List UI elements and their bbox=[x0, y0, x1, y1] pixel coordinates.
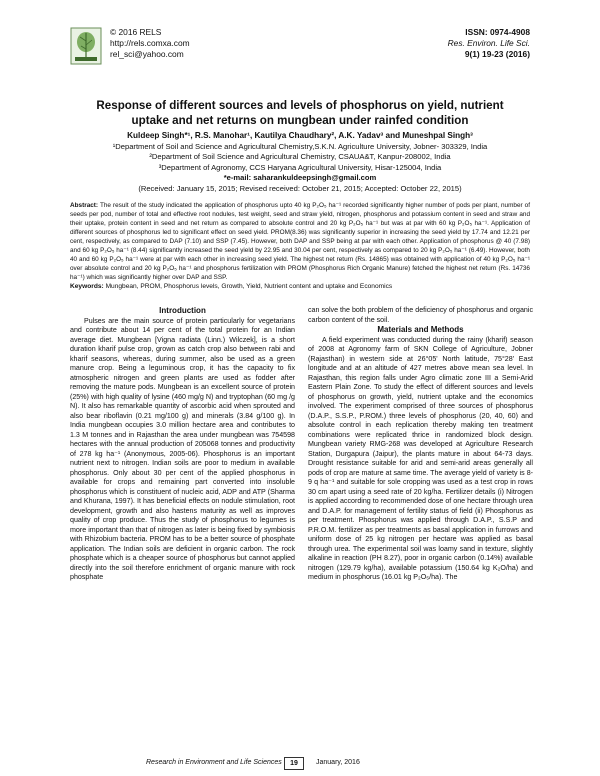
methods-heading: Materials and Methods bbox=[377, 325, 464, 334]
keywords-label: Keywords: bbox=[70, 283, 104, 290]
keywords-text: Mungbean, PROM, Phosphorus levels, Growth, Yield, Nutrient content and uptake and Economics bbox=[105, 283, 393, 290]
author-block bbox=[70, 131, 530, 195]
page-number: 19 bbox=[284, 757, 304, 770]
author-names: Kuldeep Singh*¹, R.S. Manohar¹, Kautilya Chaudhary², A.K. Yadav³ and Muneshpal Singh³ bbox=[127, 131, 473, 140]
intro-paragraph: Pulses are the main source of protein particularly for vegetarians and contribute about 14 per cent of the total protein for an Indian average diet. Mungbean [Vigna radiata (Linn.) Wilczek], is a short duration kharif pulse crop, grown as catch crop also between rabi and kharif seasons, whereas, during summer, also be used as a green manure crop. Being a leguminous crop, it has the capacity to fix atmospheric nitrogen and green plants are used as fodder after removing the mature pods. Mungbean is an excellent source of protein (25%) with high quality of lysine (460 mg/g N) and tryptophan (60 mg /g N). It also has remarkable quantity of ascorbic acid when sprouted and also bear riboflavin (0.21 mg/100 g) and minerals (3.84 g/100 g). In India mungbean occupies 3.0 million hectare area and contributes to 1.3 M tonnes and in Rajasthan the area under mungbean was 754598 hectares with the annual production of 205068 tonnes and productivity of 278 kg ha⁻¹ (Anonymous, 2005-06). Phosphorus is an important nutrient next to nitrogen. Indian soils are poor to medium in available phosphorus. Only about 30 per cent of the applied phosphorus in available for crops and remaining part converted into insoluble phosphorus which is constituent of nucleic acid, ADP and ATP (Sharma and Khurana, 1997). It has beneficial effects on nodule stimulation, root development, growth and also hastens maturity as well as improves quality of crop produce. Thus the study of phosphorus to legumes is more important than that of nitrogen as later is being fixed by symbiosis with Rhizobium bacteria. PROM has to be a better source of phosphate application. The Indian soils are deficient in organic carbon. The rock phosphate which is a cheaper source of phosphorus but cannot applied directly into the soil therefore enrichment of organic manure with rock phosphate bbox=[70, 316, 295, 581]
header-left bbox=[110, 27, 190, 60]
methods-paragraph: A field experiment was conducted during the rainy (kharif) season of 2008 at Agronomy farm of SKN College of Agriculture, Jobner (Rajasthan) in western side at 26°05' North latitude, 75°28' East longitude and at an altitude of 427 metres above mean sea level. In Rajasthan, this region falls under Agro climatic zone III a Semi-Arid Eastern Plain Zone. To study the effect of different sources and levels of phosphorus on growth, yield, nutrient uptake and the economics involved. The experiment comprised of three sources of phosphorus (D.A.P., S.S.P., P.ROM.) three levels of phosphorus (20, 40, 60) and absolute control in each replication thereby making ten treatment combinations were replicated thrice in randomized block design. Mungbean variety RMG-268 was developed at Agriculture Research Station, Durgapura (Jaipur), the plants mature in about 64-73 days. Drought resistance suitable for arid and semi-arid areas generally all pods of crop are mature at same time. The average yield of variety is 8-9 q ha⁻¹ and suitable for sole cropping was used as a test crop in rows 30 cm apart using a seed rate of 20 kg/ha. Fertilizer details (i) Nitrogen is applied according to recommended dose of one hectare through urea and D.A.P. for management of fertility status of field (ii) Phosphorus as per treatment. Phosphorus was applied through D.A.P., S.S.P and P.R.O.M. fertilizer as per treatments as basal application in furrows and uniform dose of 25 kg nitrogen per hectare was applied as basal through urea. The experimental soil was loamy sand in texture, slightly alkaline in reaction (PH 8.27), poor in organic carbon (0.14%) available nitrogen (129.79 kg/ha), available potassium (150.64 kg K₂O/ha) and medium in phosphorus (16.01 kg P₂O₅/ha). The bbox=[308, 335, 533, 581]
affiliation-2: ²Department of Soil Science and Agricultural Chemistry, CSAUA&T, Kanpur-208002, India bbox=[149, 152, 451, 162]
footer-date: January, 2016 bbox=[316, 759, 360, 766]
header-right bbox=[448, 27, 530, 60]
abstract-text: The result of the study indicated the application of phosphorus upto 40 kg P₂O₅ ha⁻¹ recorded significantly higher number of pods per plant, number of seeds per pod, number of total and effective root nodules, test weight, seed and straw yield, nitrogen, phosphorus and potassium content in seed and straw and their uptake, protein content in seed and net return as compared to absolute control and 20 kg P₂O₅ ha⁻¹ but was at par with 60 kg P₂O₅ ha⁻¹. Application of different sources of phosphorus led to significant effect on seed yield. PROM(8.36) was significantly superior in increasing the seed yield by 17.74 and 12.21 per cent, respectively, as compared to DAP (7.10) and SSP (7.45). However, both DAP and SSP being at par with each other. Application of phosphorus @ 40 (7.98) and 60 kg P₂O₅ ha⁻¹ (8.44) significantly increased the seed yield by 22.95 and 30.04 per cent, respectively as compared to 20 kg P₂O₅ ha⁻¹ (6.49). However, both 40 and 60 kg P₂O₅ ha⁻¹ were at par with each other in increasing seed yield. The highest net return (Rs. 14865) was obtained with application of 40 kg P₂O₅ ha⁻¹ over absolute control and 20 kg P₂O₅ ha⁻¹ and phosphorus fertilization with PROM (Phosphorus Rich Organic Manure) fetched the highest net return (Rs. 14736 ha⁻¹) which was significantly higher over DAP and SSP. bbox=[70, 202, 530, 281]
journal-url[interactable]: http://rels.comxa.com bbox=[110, 38, 190, 48]
journal-name: Res. Environ. Life Sci. bbox=[447, 38, 530, 48]
affiliation-3: ³Department of Agronomy, CCS Haryana Agricultural University, Hisar-125004, India bbox=[158, 162, 442, 172]
copyright: © 2016 RELS bbox=[110, 27, 162, 37]
corresponding-email: *e-mail: saharankuldeepsingh@gmail.com bbox=[223, 173, 377, 183]
keywords bbox=[70, 282, 530, 291]
left-column bbox=[70, 306, 295, 583]
affiliation-1: ¹Department of Soil and Science and Agricultural Chemistry,S.K.N. Agriculture University, Jobner- 303329, India bbox=[112, 141, 488, 151]
intro-continuation: can solve the both problem of the deficiency of phosphorus and organic carbon content of the soil. bbox=[308, 306, 533, 324]
journal-logo-icon bbox=[70, 27, 102, 65]
right-column bbox=[308, 306, 533, 583]
paper-title: Response of different sources and levels of phosphorus on yield, nutrient uptake and net returns on mungbean under rainfed condition bbox=[96, 99, 504, 127]
abstract bbox=[70, 201, 530, 282]
intro-heading: Introduction bbox=[159, 306, 206, 315]
footer-journal: Research in Environment and Life Sciences bbox=[146, 759, 282, 766]
abstract-label: Abstract: bbox=[70, 202, 99, 209]
issn: ISSN: 0974-4908 bbox=[465, 27, 530, 37]
volume-info: 9(1) 19-23 (2016) bbox=[464, 49, 530, 59]
received-dates: (Received: January 15, 2015; Revised received: October 21, 2015; Accepted: October 22, 2015) bbox=[138, 183, 462, 193]
journal-email[interactable]: rel_sci@yahoo.com bbox=[110, 49, 184, 59]
